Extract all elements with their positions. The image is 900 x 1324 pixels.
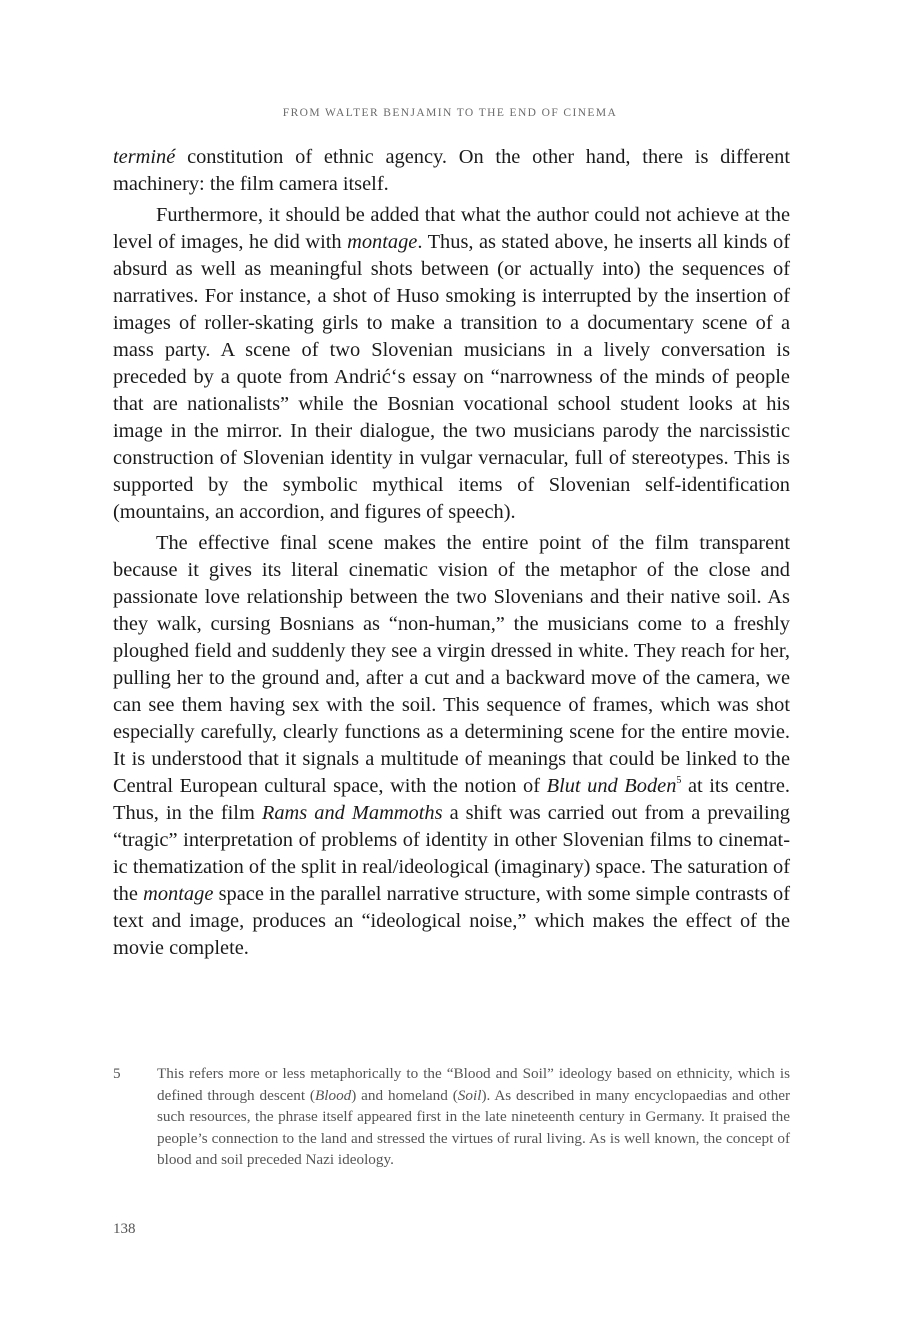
film-title: Rams and Mammoths: [261, 802, 443, 824]
paragraph-3: [113, 530, 790, 962]
footnote-text-part: ) and homeland (: [351, 1086, 458, 1104]
paragraph-text: a shift was carried out from a prevailing “tragic” interpretation of problems of identity in other Slovenian films to cinematic thematization of the split in real/ideological (imaginary) space. The saturation of the: [113, 802, 790, 905]
footnote-text-part: This refers more or less metaphorically to the “Blood and Soil” ideology based on ethnicity, which is defined through descent (: [157, 1065, 790, 1104]
italic-phrase: montage: [347, 231, 418, 253]
footnote-italic: Soil: [457, 1086, 482, 1104]
italic-phrase: Blut und Boden: [546, 775, 677, 797]
footnote-reference[interactable]: 5: [676, 775, 682, 786]
paragraph-text: Furthermore, it should be added that what the author could not achieve at the level of images, he did with: [113, 204, 790, 253]
paragraph-text: constitution of ethnic agency. On the other hand, there is different machinery: the film camera itself.: [113, 146, 790, 195]
footnote-text-part: ). As described in many encyclopaedias and other such resources, the phrase itself appeared first in the late nineteenth century in Germany. It praised the people’s connection to the land and stressed the virtues of rural living. As is well known, the concept of blood and soil preceded Nazi ideology.: [157, 1086, 791, 1169]
paragraph-2: [113, 202, 790, 526]
paragraph-text: at its centre. Thus, in the film: [113, 775, 790, 824]
paragraph-text: . Thus, as stated above, he inserts all kinds of absurd as well as meaningful shots between (or actually into) the sequences of narratives. For instance, a shot of Huso smoking is interrupted by the insertion of images of roller-skating girls to make a transition to a documentary scene of a mass party. A scene of two Slovenian musicians in a lively conversation is preceded by a quote from Andrić‘s essay on “narrowness of the minds of people that are nationalists” while the Bosnian vocational school student looks at his image in the mirror. In their dialogue, the two musicians parody the narcissistic construction of Slovenian identity in vulgar vernacular, full of stereotypes. This is supported by the symbolic mythical items of Slovenian self-identification (mountains, an accordion, and figures of speech).: [113, 231, 790, 523]
running-head: FROM WALTER BENJAMIN TO THE END OF CINEMA: [282, 107, 618, 119]
page-number: 138: [113, 1221, 136, 1237]
italic-phrase: terminé: [113, 146, 176, 168]
italic-phrase: montage: [143, 883, 214, 905]
footnote-italic: Blood: [314, 1086, 352, 1104]
footnote-5: [113, 1063, 790, 1171]
paragraph-text: The effective final scene makes the entire point of the film transparent because it gives its literal cinematic vision of the metaphor of the close and passionate love relationship between the two Slovenians and their native soil. As they walk, cursing Bosnians as “non-human,” the musicians come to a freshly ploughed field and suddenly they see a virgin dressed in white. They reach for her, pulling her to the ground and, after a cut and a backward move of the camera, we can see them having sex with the soil. This sequence of frames, which was shot especially carefully, clearly functions as a determining scene for the entire movie. It is understood that it signals a multitude of meanings that could be linked to the Central European cultural space, with the notion of: [113, 532, 790, 797]
footnote-number: 5: [113, 1065, 121, 1082]
footnotes: [113, 1063, 790, 1171]
paragraph-text: space in the parallel narrative structure, with some simple contrasts of text and image, produces an “ideological noise,” which makes the effect of the movie complete.: [113, 883, 791, 959]
footnote-text: [157, 1063, 790, 1171]
paragraph-1: [113, 144, 790, 198]
body-text: [113, 144, 790, 962]
